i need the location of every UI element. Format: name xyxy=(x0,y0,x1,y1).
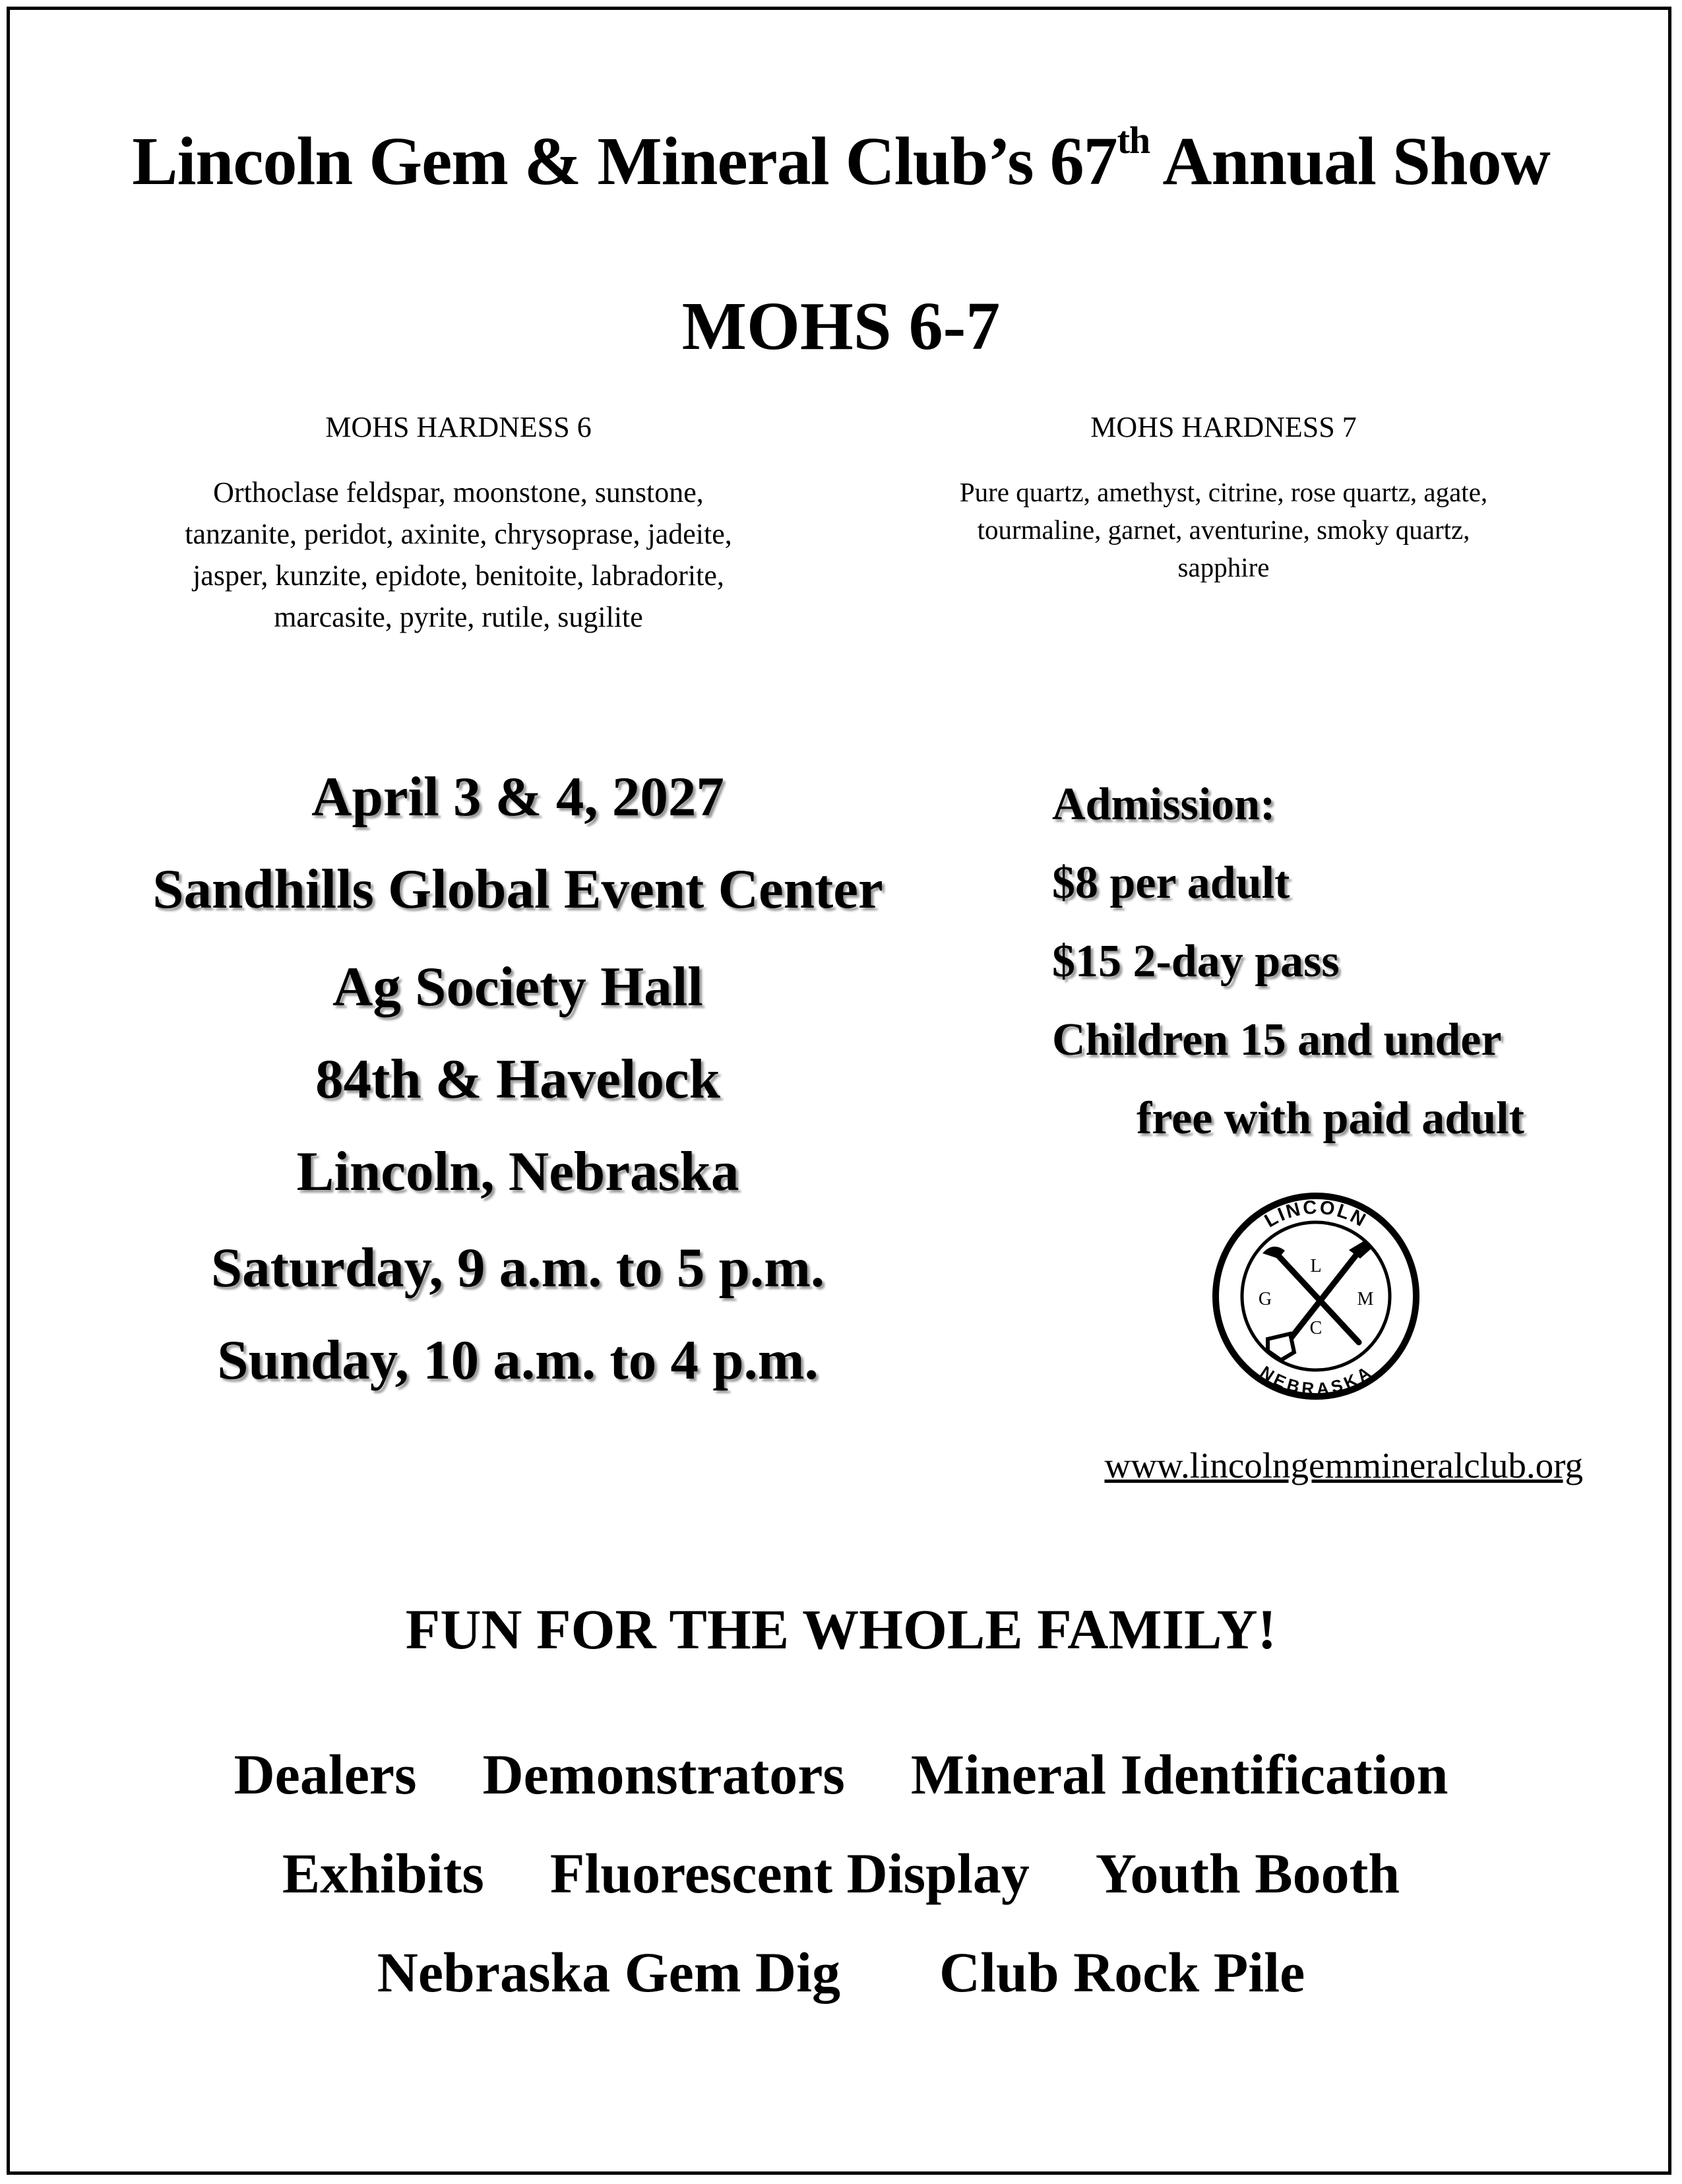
admission-pass: $15 2-day pass xyxy=(1052,936,1340,987)
event-saturday-hours: Saturday, 9 a.m. to 5 p.m. xyxy=(210,1237,825,1299)
logo-bottom-text: NEBRASKA xyxy=(1257,1361,1375,1399)
feature-item: Nebraska Gem Dig xyxy=(377,1941,840,2004)
hardness-6-list xyxy=(109,472,808,638)
title-main: Lincoln Gem & Mineral Club’s 67 xyxy=(132,123,1117,199)
page-title xyxy=(0,119,1682,201)
event-date: April 3 & 4, 2027 xyxy=(311,766,724,828)
feature-item: Fluorescent Display xyxy=(549,1842,1030,1905)
admission-adult: $8 per adult xyxy=(1052,858,1290,908)
logo-letter-m: M xyxy=(1357,1289,1374,1309)
hardness-7-heading: MOHS HARDNESS 7 xyxy=(1090,411,1357,443)
club-logo xyxy=(1207,1187,1425,1405)
admission-block xyxy=(1052,765,1646,1158)
feature-item: Demonstrators xyxy=(482,1743,845,1806)
feature-item: Exhibits xyxy=(282,1842,484,1905)
feature-item: Youth Booth xyxy=(1095,1842,1400,1905)
hardness-7-line: tourmaline, garnet, aventurine, smoky quartz, xyxy=(977,515,1470,545)
admission-children: Children 15 and under xyxy=(1052,1014,1502,1065)
event-city: Lincoln, Nebraska xyxy=(296,1140,739,1202)
theme-heading: MOHS 6-7 xyxy=(681,288,1001,364)
hardness-6-heading: MOHS HARDNESS 6 xyxy=(325,411,592,443)
event-hall: Ag Society Hall xyxy=(332,956,703,1018)
event-street: 84th & Havelock xyxy=(315,1048,720,1110)
hardness-6-line: marcasite, pyrite, rutile, sugilite xyxy=(274,601,643,633)
logo-letter-l: L xyxy=(1310,1256,1322,1276)
hardness-7-line: sapphire xyxy=(1177,552,1270,582)
event-venue: Sandhills Global Event Center xyxy=(152,858,883,920)
feature-item: Club Rock Pile xyxy=(939,1941,1305,2004)
event-details xyxy=(46,751,989,1406)
feature-item: Dealers xyxy=(234,1743,417,1806)
event-sunday-hours: Sunday, 10 a.m. to 4 p.m. xyxy=(217,1329,819,1391)
logo-letter-c: C xyxy=(1309,1318,1323,1338)
hardness-7-list xyxy=(881,474,1567,586)
admission-children-note: free with paid adult xyxy=(1137,1093,1524,1144)
features-row-1 xyxy=(0,1741,1682,1807)
hardness-6-line: tanzanite, peridot, axinite, chrysoprase, jadeite, xyxy=(185,518,732,550)
website-link[interactable]: www.lincolngemmineralclub.org xyxy=(1104,1445,1583,1485)
hardness-6-line: Orthoclase feldspar, moonstone, sunstone, xyxy=(213,476,704,509)
logo-top-text: LINCOLN xyxy=(1261,1197,1371,1232)
hardness-7-line: Pure quartz, amethyst, citrine, rose quartz, agate, xyxy=(959,477,1488,507)
title-tail: Annual Show xyxy=(1150,123,1550,199)
tagline: FUN FOR THE WHOLE FAMILY! xyxy=(405,1598,1277,1661)
feature-item: Mineral Identification xyxy=(910,1743,1448,1806)
logo-letter-g: G xyxy=(1258,1289,1272,1309)
admission-heading: Admission: xyxy=(1052,779,1276,830)
title-superscript: th xyxy=(1117,119,1150,162)
hardness-6-line: jasper, kunzite, epidote, benitoite, labradorite, xyxy=(193,559,724,592)
features-row-2 xyxy=(0,1840,1682,1906)
features-row-3 xyxy=(0,1939,1682,2005)
